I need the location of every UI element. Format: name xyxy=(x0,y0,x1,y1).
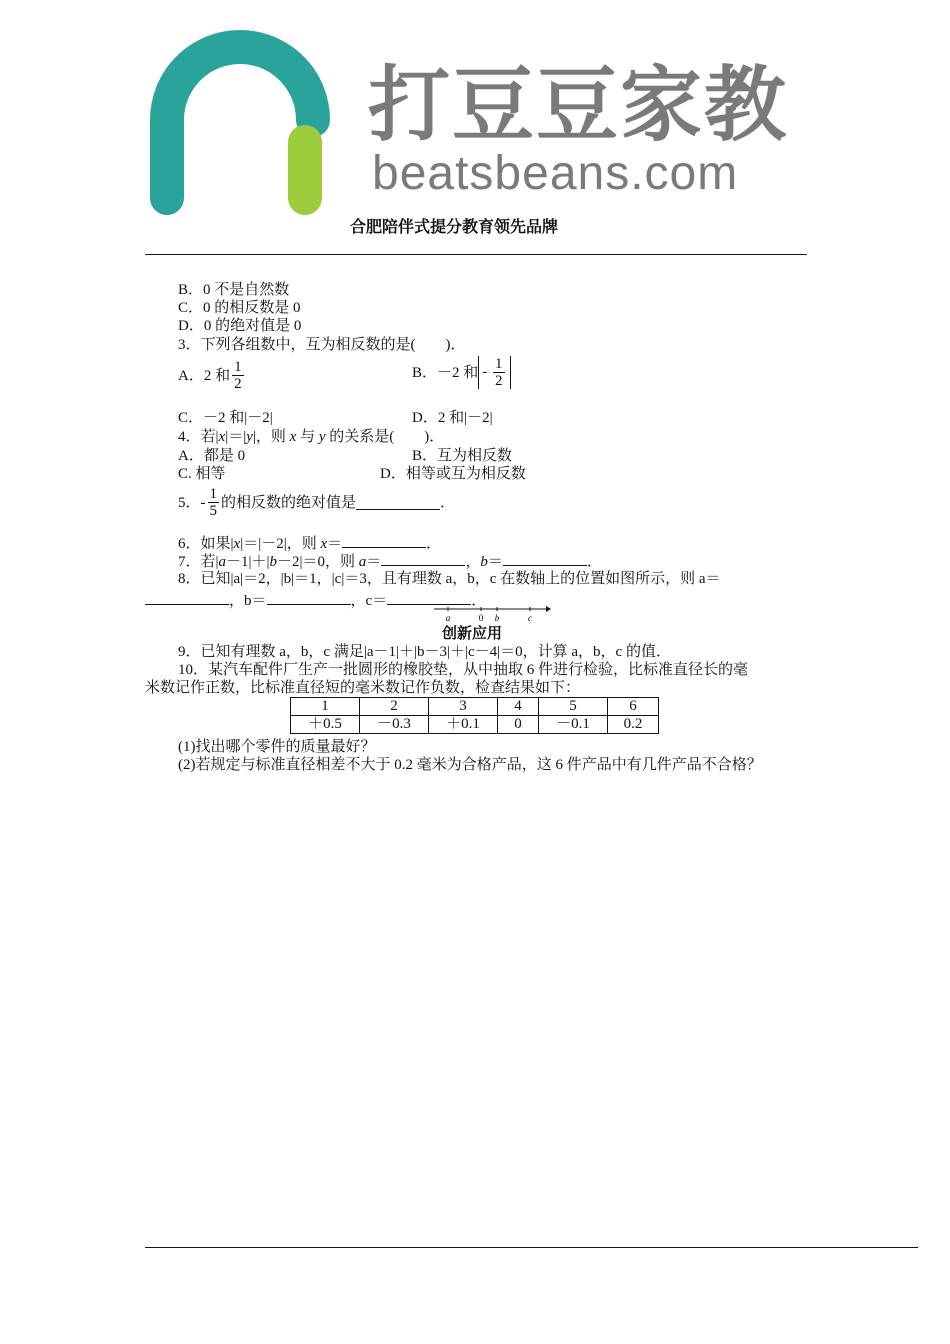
q3-option-c: C．－2 和|－2| xyxy=(178,410,273,426)
q6-mid: |＝|－2|，则 xyxy=(240,536,317,552)
q7-m1: －1|＋| xyxy=(226,554,270,570)
fraction-fifth xyxy=(208,486,220,519)
q3-option-a xyxy=(178,359,246,392)
q4-option-b: B．互为相反数 xyxy=(412,448,513,464)
var-y: y xyxy=(318,429,326,445)
slogan: 合肥陪伴式提分教育领先品牌 xyxy=(350,219,559,236)
var-a: a xyxy=(218,554,227,570)
table-cell: －0.1 xyxy=(539,716,608,734)
frac-num: 1 xyxy=(209,486,217,502)
frac-num: 1 xyxy=(234,359,242,375)
answer-blank[interactable] xyxy=(267,590,351,605)
frac-den: 5 xyxy=(209,503,217,519)
frac-num: 1 xyxy=(495,356,503,372)
results-table xyxy=(290,697,659,734)
table-cell: 1 xyxy=(291,698,360,716)
q5-end: ． xyxy=(440,494,456,511)
q4-option-c: C. 相等 xyxy=(178,466,226,482)
q5-post: 的相反数的绝对值是 xyxy=(221,494,357,511)
var-b: b xyxy=(480,554,488,570)
section-title: 创新应用 xyxy=(442,625,503,642)
q3-b-prefix: B．－2 和 xyxy=(412,364,479,381)
answer-blank[interactable] xyxy=(503,551,587,566)
q3-b-sign: - xyxy=(482,363,488,380)
table-cell: 3 xyxy=(429,698,498,716)
q7 xyxy=(178,551,602,571)
q6-end: ． xyxy=(426,536,442,552)
table-cell: －0.3 xyxy=(360,716,429,734)
q2-option-b: B．0 不是自然数 xyxy=(178,282,290,298)
answer-blank[interactable] xyxy=(342,533,426,548)
footer-divider xyxy=(145,1247,918,1248)
q10-sub2: (2)若规定与标准直径相差不大于 0.2 毫米为合格产品，这 6 件产品中有几件产品不合格？ xyxy=(178,757,762,773)
var-b: b xyxy=(269,554,278,570)
q8-b: ，b＝ xyxy=(229,593,267,609)
table-cell: 2 xyxy=(360,698,429,716)
q2-option-c: C．0 的相反数是 0 xyxy=(178,300,301,316)
q9: 9．已知有理数 a，b，c 满足|a－1|＋|b－3|＋|c－4|＝0，计算 a，b，c 的值． xyxy=(178,644,671,660)
logo-mark-icon xyxy=(145,22,335,218)
q5 xyxy=(178,486,455,519)
q4-stem xyxy=(178,428,444,446)
q8-line1: 8．已知|a|＝2，|b|＝1，|c|＝3，且有理数 a，b，c 在数轴上的位置如图所示，则 a＝ xyxy=(178,571,721,587)
q7-comma: ， xyxy=(465,554,481,570)
brand-en: beatsbeans.com xyxy=(372,147,739,200)
q4-tail: 的关系是( )． xyxy=(329,429,445,445)
label-b: b xyxy=(494,613,500,623)
q3-option-d: D．2 和|－2| xyxy=(412,410,493,426)
absolute-value xyxy=(478,356,510,389)
table-cell: ＋0.5 xyxy=(291,716,360,734)
table-cell: ＋0.1 xyxy=(429,716,498,734)
q4-pre: 4．若| xyxy=(178,429,219,445)
q4-mid: |＝| xyxy=(225,429,247,445)
table-cell: 0 xyxy=(498,716,539,734)
q6 xyxy=(178,533,441,553)
table-cell: 4 xyxy=(498,698,539,716)
q4-yu: 与 xyxy=(300,429,316,445)
q7-eq2: ＝ xyxy=(487,554,503,570)
table-cell: 5 xyxy=(539,698,608,716)
label-zero: 0 xyxy=(478,613,484,623)
q4-option-d: D．相等或互为相反数 xyxy=(380,466,526,482)
fraction-half xyxy=(493,356,505,389)
q7-eq1: ＝ xyxy=(366,554,382,570)
var-x: x xyxy=(320,536,328,552)
label-c: c xyxy=(528,613,532,623)
table-row xyxy=(291,716,659,734)
q10-line2: 米数记作正数，比标准直径短的毫米数记作负数，检查结果如下： xyxy=(145,680,581,696)
frac-den: 2 xyxy=(234,376,242,392)
table-cell: 0.2 xyxy=(608,716,659,734)
q8-end: ． xyxy=(471,593,487,609)
header-divider xyxy=(145,254,807,255)
q3-stem: 3．下列各组数中，互为相反数的是( )． xyxy=(178,337,466,353)
q8-c: ，c＝ xyxy=(350,593,388,609)
q4-option-a: A．都是 0 xyxy=(178,448,246,464)
table-cell: 6 xyxy=(608,698,659,716)
brand-cn: 打豆豆家教 xyxy=(368,60,789,151)
fraction-half xyxy=(232,359,244,392)
frac-den: 2 xyxy=(495,373,503,389)
var-a: a xyxy=(358,554,367,570)
q10-sub1: (1)找出哪个零件的质量最好？ xyxy=(178,739,376,755)
label-a: a xyxy=(445,613,451,623)
q6-pre: 6．如果| xyxy=(178,536,234,552)
answer-blank[interactable] xyxy=(356,495,440,510)
var-x: x xyxy=(218,429,226,445)
q7-pre: 7．若| xyxy=(178,554,219,570)
var-y: y xyxy=(246,429,253,445)
q4-post: |，则 xyxy=(252,429,286,445)
var-x: x xyxy=(233,536,241,552)
q7-m2: －2|＝0，则 xyxy=(277,554,356,570)
var-x: x xyxy=(289,429,297,445)
answer-blank[interactable] xyxy=(381,551,465,566)
table-row xyxy=(291,698,659,716)
q3-a-prefix: A．2 和 xyxy=(178,367,231,384)
q6-eq: ＝ xyxy=(327,536,343,552)
q10-line1: 10．某汽车配件厂生产一批圆形的橡胶垫，从中抽取 6 件进行检验，比标准直径长的毫 xyxy=(178,662,749,678)
number-line xyxy=(432,602,552,624)
q5-pre: 5．- xyxy=(178,494,206,511)
answer-blank[interactable] xyxy=(145,590,229,605)
q2-option-d: D．0 的绝对值是 0 xyxy=(178,318,302,334)
q7-end: ． xyxy=(586,554,602,570)
q3-option-b xyxy=(412,356,511,389)
number-line-arrow-icon xyxy=(546,606,551,612)
